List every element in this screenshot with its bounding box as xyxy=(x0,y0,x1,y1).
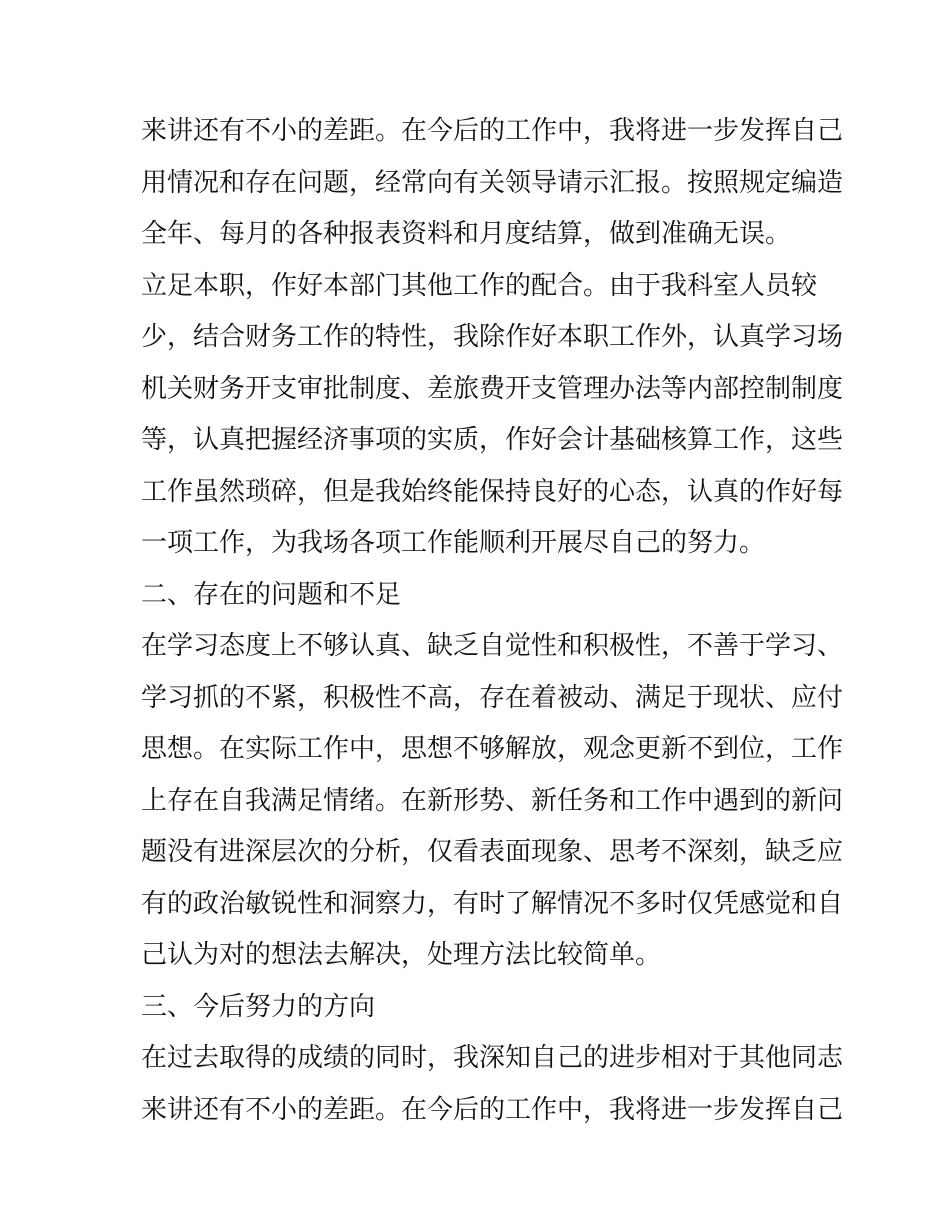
text-line: 等，认真把握经济事项的实质，作好会计基础核算工作，这些 xyxy=(141,425,844,455)
text-line: 全年、每月的各种报表资料和月度结算，做到准确无误。 xyxy=(141,219,792,249)
text-line: 少，结合财务工作的特性，我除作好本职工作外，认真学习场 xyxy=(141,322,844,352)
text-line: 在过去取得的成绩的同时，我深知自己的进步相对于其他同志 xyxy=(141,1043,844,1073)
text-line: 来讲还有不小的差距。在今后的工作中，我将进一步发挥自己 xyxy=(141,116,844,146)
text-line: 有的政治敏锐性和洞察力，有时了解情况不多时仅凭感觉和自 xyxy=(141,888,844,919)
text-line: 学习抓的不紧，积极性不高，存在着被动、满足于现状、应付 xyxy=(141,682,844,713)
text-line: 用情况和存在问题，经常向有关领导请示汇报。按照规定编造 xyxy=(141,167,844,198)
text-line: 工作虽然琐碎，但是我始终能保持良好的心态，认真的作好每 xyxy=(141,476,844,507)
text-line: 一项工作，为我场各项工作能顺利开展尽自己的努力。 xyxy=(141,528,766,558)
text-line: 机关财务开支审批制度、差旅费开支管理办法等内部控制制度 xyxy=(141,373,844,404)
text-line: 来讲还有不小的差距。在今后的工作中，我将进一步发挥自己 xyxy=(141,1094,844,1125)
text-line: 在学习态度上不够认真、缺乏自觉性和积极性，不善于学习、 xyxy=(141,631,844,661)
text-line: 题没有进深层次的分析，仅看表面现象、思考不深刻，缺乏应 xyxy=(141,837,844,867)
document-body xyxy=(141,106,844,1136)
text-line: 上存在自我满足情绪。在新形势、新任务和工作中遇到的新问 xyxy=(141,785,844,816)
text-line: 己认为对的想法去解决，处理方法比较简单。 xyxy=(141,940,662,970)
text-line: 立足本职，作好本部门其他工作的配合。由于我科室人员较 xyxy=(141,270,818,301)
section-heading: 三、今后努力的方向 xyxy=(141,991,376,1022)
section-heading: 二、存在的问题和不足 xyxy=(141,579,402,610)
text-line: 思想。在实际工作中，思想不够解放，观念更新不到位，工作 xyxy=(141,734,844,764)
